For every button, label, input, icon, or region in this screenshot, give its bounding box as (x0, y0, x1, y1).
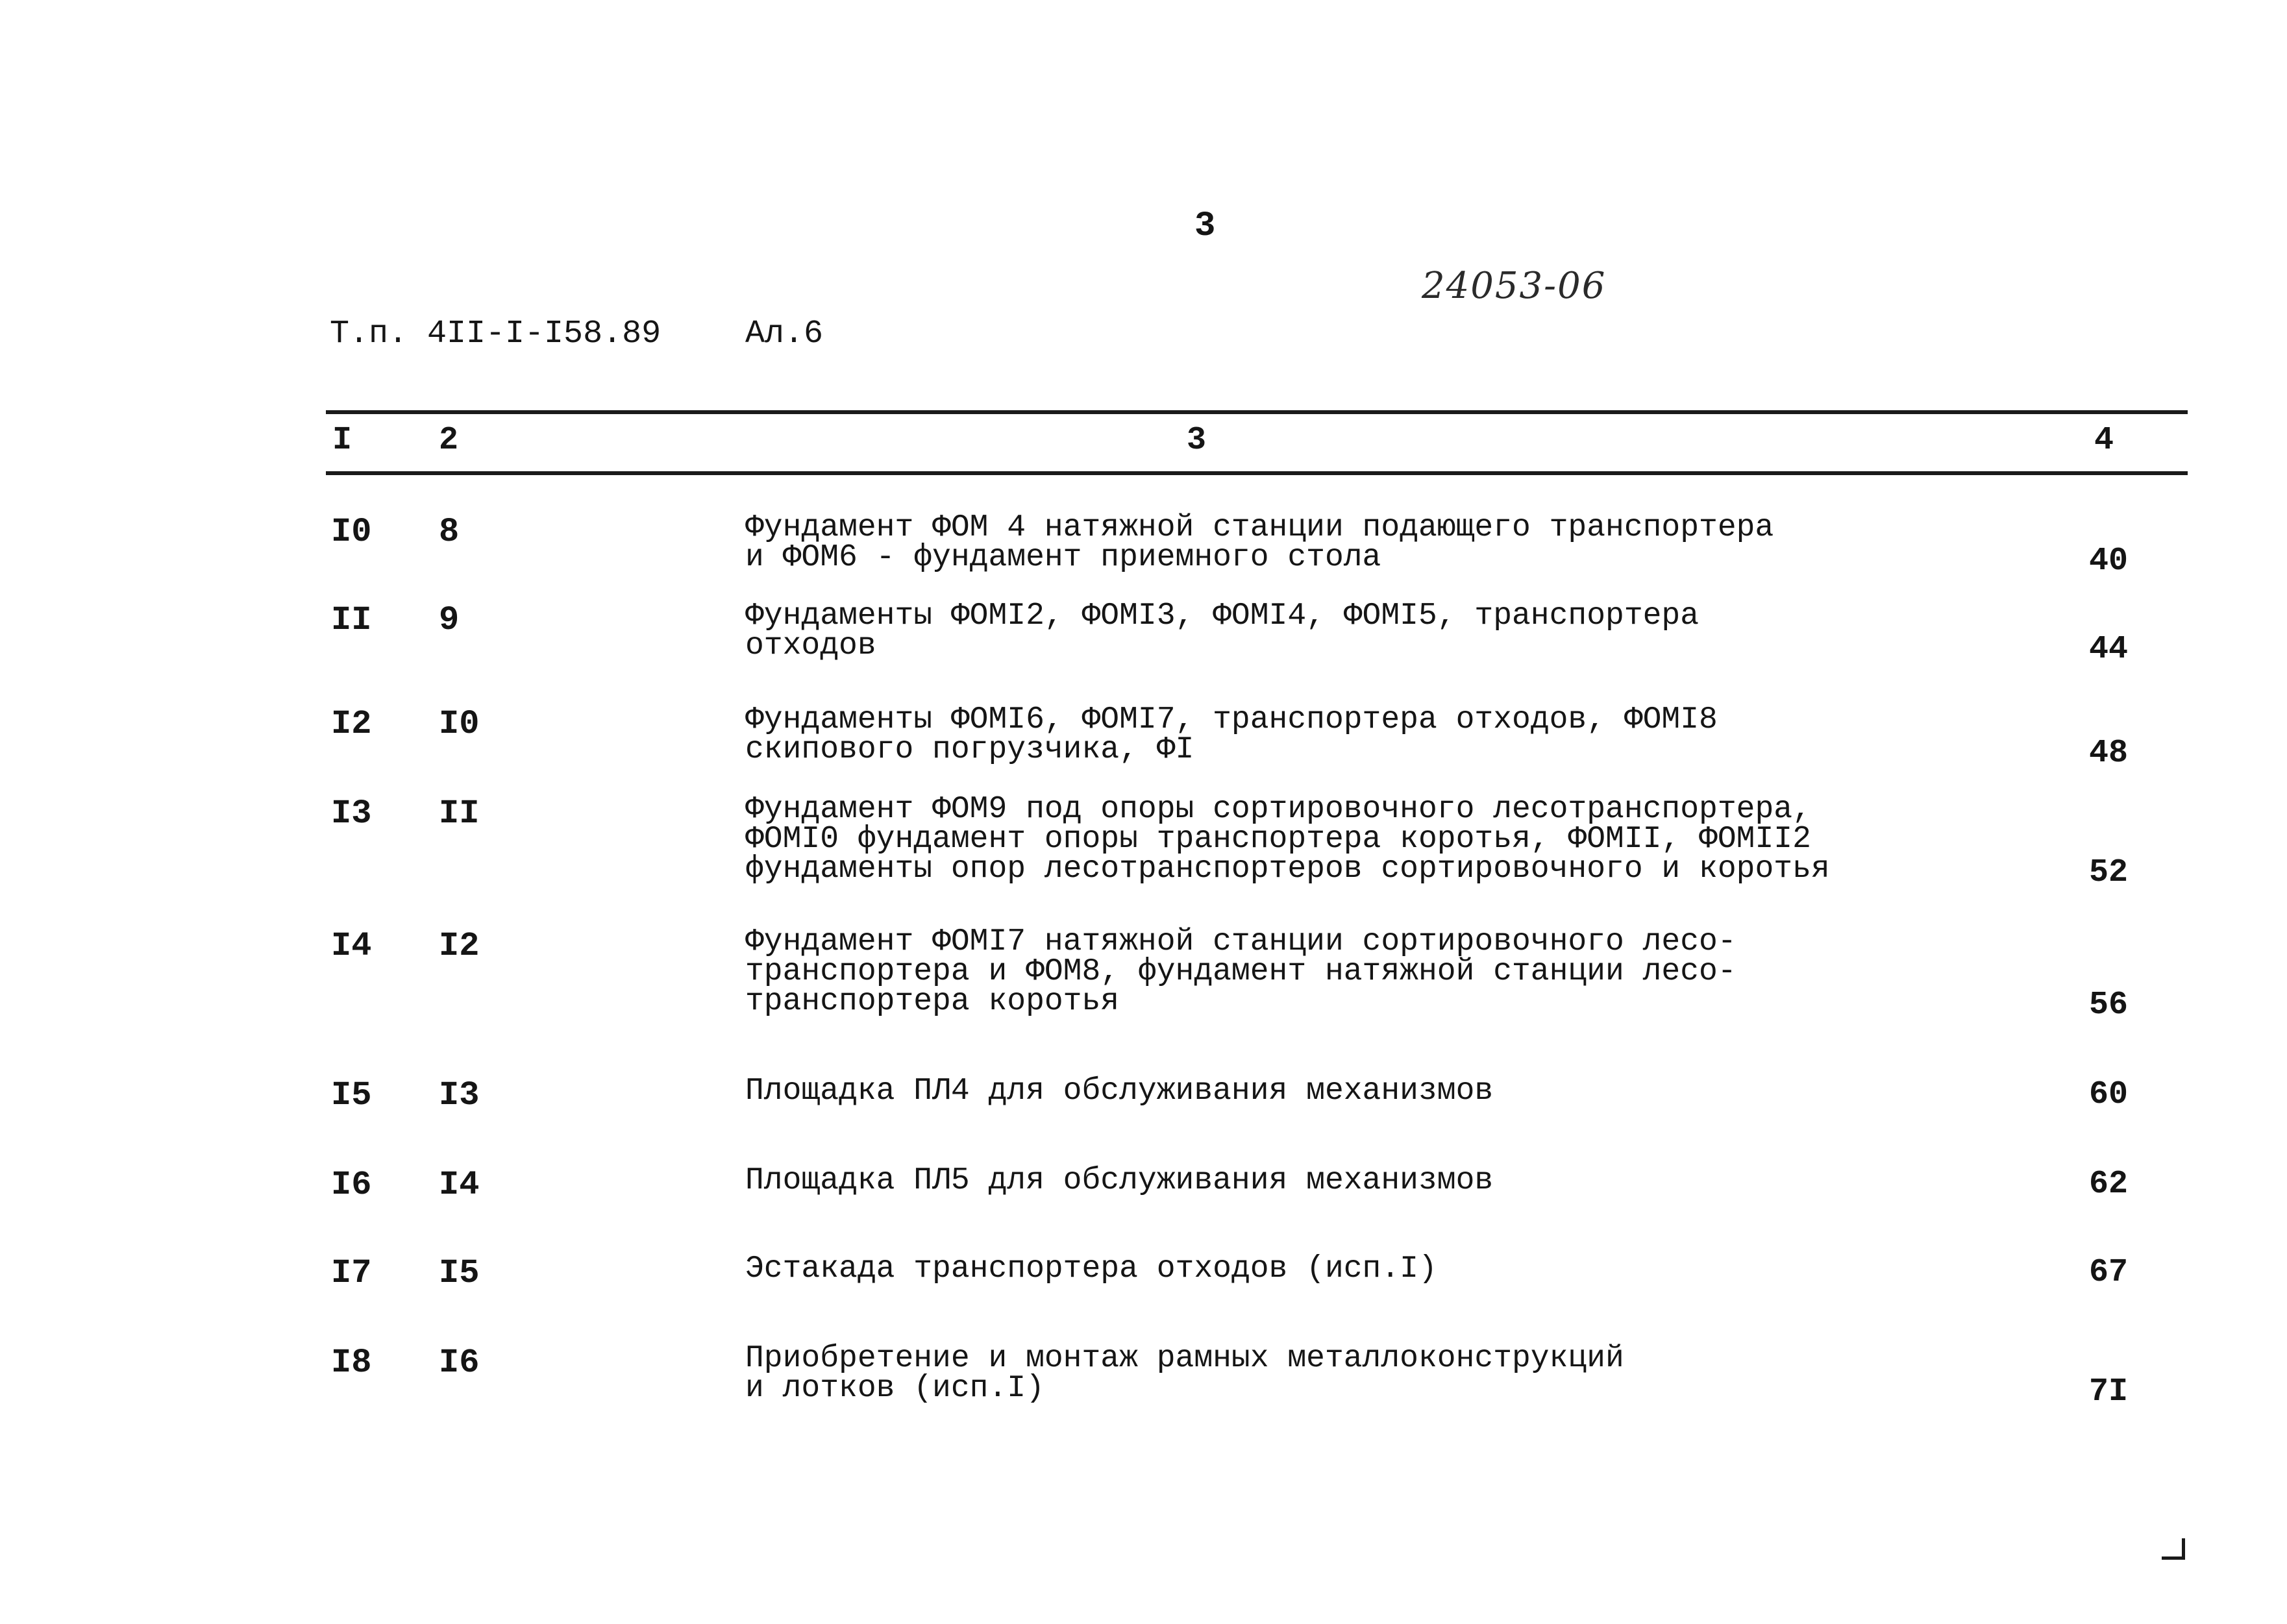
column-header-1: I (332, 422, 352, 459)
row-description: Площадка ПЛ5 для обслуживания механизмов (745, 1163, 1494, 1198)
row-number: I8 (331, 1344, 372, 1382)
sheet-number: II (439, 794, 480, 833)
page-number: 3 (1194, 206, 1216, 246)
row-description: Фундамент ФОМ 4 натяжной станции подающего транспортера и ФОМ6 - фундамент приемного стола (745, 510, 1774, 575)
sheet-number: 9 (439, 601, 460, 639)
sheet-number: I5 (439, 1254, 480, 1292)
sheet-number: I3 (439, 1076, 480, 1114)
page-ref: 44 (2089, 631, 2129, 668)
row-description: Приобретение и монтаж рамных металлоконструкций и лотков (исп.I) (745, 1341, 1624, 1406)
row-number: I4 (331, 927, 372, 965)
column-header-4: 4 (2094, 422, 2114, 459)
sheet-number: I6 (439, 1344, 480, 1382)
row-description: Площадка ПЛ4 для обслуживания механизмов (745, 1074, 1494, 1109)
document-code: Т.п. 4II-I-I58.89 (330, 315, 661, 352)
page-ref: 40 (2089, 543, 2129, 580)
handwritten-archive-number: 24053-06 (1422, 265, 1607, 307)
page-ref: 67 (2089, 1254, 2129, 1291)
page-ref: 7I (2089, 1373, 2129, 1410)
page-ref: 56 (2089, 987, 2129, 1024)
row-description: Фундамент ФОМ9 под опоры сортировочного лесотранспортера, ФОМI0 фундамент опоры транспортера коротья, ФОМII, ФОМII2 фундаменты опор лесотранспортеров сортировочного и коротья (745, 792, 1830, 887)
row-number: I7 (331, 1254, 372, 1292)
row-description: Эстакада транспортера отходов (исп.I) (745, 1251, 1437, 1286)
row-description: Фундамент ФОМI7 натяжной станции сортировочного лесо- транспортера и ФОМ8, фундамент натяжной станции лесо- транспортера коротья (745, 924, 1737, 1019)
row-number: I0 (331, 513, 372, 551)
row-description: Фундаменты ФОМI6, ФОМI7, транспортера отходов, ФОМI8 скипового погрузчика, ФI (745, 702, 1718, 767)
table-header-rule (326, 471, 2188, 475)
row-number: I6 (331, 1166, 372, 1204)
table-top-rule (326, 410, 2188, 414)
page-ref: 48 (2089, 735, 2129, 772)
page-ref: 60 (2089, 1076, 2129, 1113)
row-description: Фундаменты ФОМI2, ФОМI3, ФОМI4, ФОМI5, транспортера отходов (745, 598, 1700, 663)
sheet-number: I0 (439, 705, 480, 743)
sheet-number: I2 (439, 927, 480, 965)
sheet-number: 8 (439, 513, 460, 551)
row-number: I3 (331, 794, 372, 833)
row-number: I5 (331, 1076, 372, 1114)
column-header-2: 2 (439, 422, 459, 459)
corner-mark (2162, 1538, 2185, 1560)
sheet-label: Ал.6 (745, 315, 824, 352)
page-ref: 52 (2089, 854, 2129, 891)
row-number: II (331, 601, 372, 639)
page-ref: 62 (2089, 1166, 2129, 1203)
column-header-3: 3 (1187, 422, 1207, 459)
sheet-number: I4 (439, 1166, 480, 1204)
row-number: I2 (331, 705, 372, 743)
